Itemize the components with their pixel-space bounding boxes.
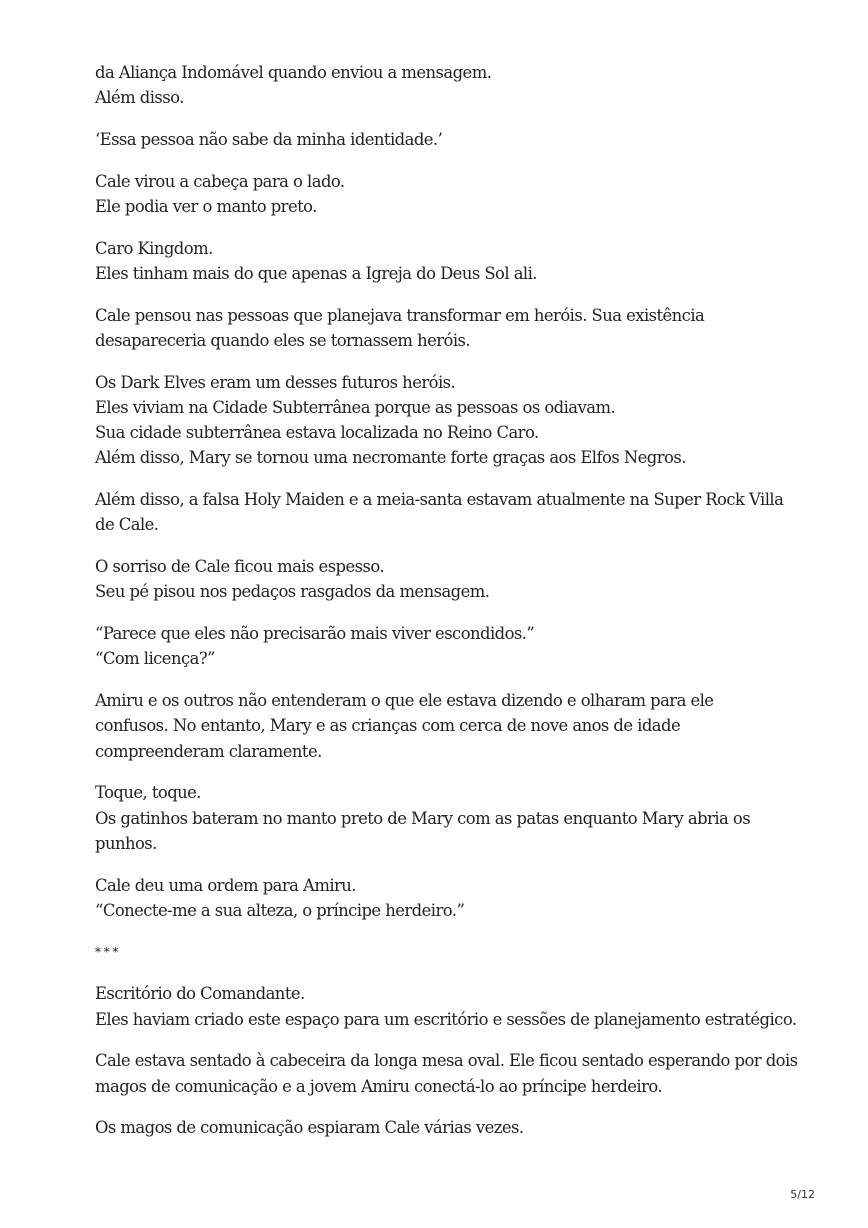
paragraph bbox=[95, 169, 795, 219]
document-page bbox=[95, 60, 798, 1157]
text-line: “Com licença?” bbox=[95, 649, 215, 669]
text-line: Cale pensou nas pessoas que planejava transformar em heróis. Sua existência bbox=[95, 305, 705, 325]
text-line: Amiru e os outros não entenderam o que ele estava dizendo e olharam para ele bbox=[95, 691, 714, 711]
page-number: 5/12 bbox=[790, 1188, 815, 1201]
paragraph bbox=[95, 370, 795, 471]
text-line: da Aliança Indomável quando enviou a mensagem. bbox=[95, 63, 492, 82]
text-line: Caro Kingdom. bbox=[95, 238, 213, 258]
text-line: Eles tinham mais do que apenas a Igreja do Deus Sol ali. bbox=[95, 264, 537, 283]
scene-break-text: * * * bbox=[95, 944, 118, 959]
paragraph bbox=[95, 303, 795, 353]
text-line: compreenderam claramente. bbox=[95, 741, 322, 761]
text-line: Além disso, Mary se tornou uma necromante forte graças aos Elfos Negros. bbox=[95, 448, 686, 468]
text-line: Seu pé pisou nos pedaços rasgados da mensagem. bbox=[95, 582, 490, 602]
text-line: Eles haviam criado este espaço para um escritório e sessões de planejamento estratégico. bbox=[95, 1009, 797, 1029]
scene-break bbox=[95, 940, 795, 965]
text-line: Toque, toque. bbox=[95, 783, 201, 803]
paragraph bbox=[95, 688, 795, 764]
text-line: Sua cidade subterrânea estava localizada no Reino Caro. bbox=[95, 423, 539, 443]
paragraph bbox=[95, 621, 795, 671]
paragraph bbox=[95, 554, 795, 604]
text-line: Os magos de comunicação espiaram Cale várias vezes. bbox=[95, 1118, 524, 1138]
text-line: Cale deu uma ordem para Amiru. bbox=[95, 875, 356, 895]
text-line: punhos. bbox=[95, 833, 157, 853]
text-line: Cale virou a cabeça para o lado. bbox=[95, 171, 345, 191]
paragraph bbox=[95, 873, 795, 923]
text-line: magos de comunicação e a jovem Amiru conectá-lo ao príncipe herdeiro. bbox=[95, 1076, 663, 1096]
text-line: Ele podia ver o manto preto. bbox=[95, 197, 317, 216]
paragraph bbox=[95, 1115, 795, 1140]
text-line: confusos. No entanto, Mary e as crianças com cerca de nove anos de idade bbox=[95, 716, 681, 736]
paragraph bbox=[95, 780, 795, 856]
text-line: Cale estava sentado à cabeceira da longa mesa oval. Ele ficou sentado esperando por dois bbox=[95, 1051, 798, 1071]
text-line: desapareceria quando eles se tornassem heróis. bbox=[95, 331, 471, 350]
paragraph bbox=[95, 1048, 798, 1098]
text-line: Escritório do Comandante. bbox=[95, 984, 305, 1004]
text-line: “Conecte-me a sua alteza, o príncipe herdeiro.” bbox=[95, 900, 465, 920]
text-line: Além disso, a falsa Holy Maiden e a meia-santa estavam atualmente na Super Rock Villa bbox=[95, 490, 784, 510]
text-line: O sorriso de Cale ficou mais espesso. bbox=[95, 557, 385, 577]
paragraph bbox=[95, 127, 795, 152]
text-line: Eles viviam na Cidade Subterrânea porque as pessoas os odiavam. bbox=[95, 398, 616, 417]
paragraph bbox=[95, 981, 795, 1031]
text-line: ‘Essa pessoa não sabe da minha identidade.’ bbox=[95, 130, 443, 149]
text-line: de Cale. bbox=[95, 515, 159, 535]
text-line: “Parece que eles não precisarão mais viver escondidos.” bbox=[95, 624, 535, 644]
text-line: Os Dark Elves eram um desses futuros heróis. bbox=[95, 372, 456, 392]
paragraph bbox=[95, 236, 795, 286]
paragraph bbox=[95, 487, 795, 537]
paragraph bbox=[95, 60, 795, 110]
text-line: Os gatinhos bateram no manto preto de Mary com as patas enquanto Mary abria os bbox=[95, 808, 751, 828]
text-line: Além disso. bbox=[95, 88, 184, 108]
